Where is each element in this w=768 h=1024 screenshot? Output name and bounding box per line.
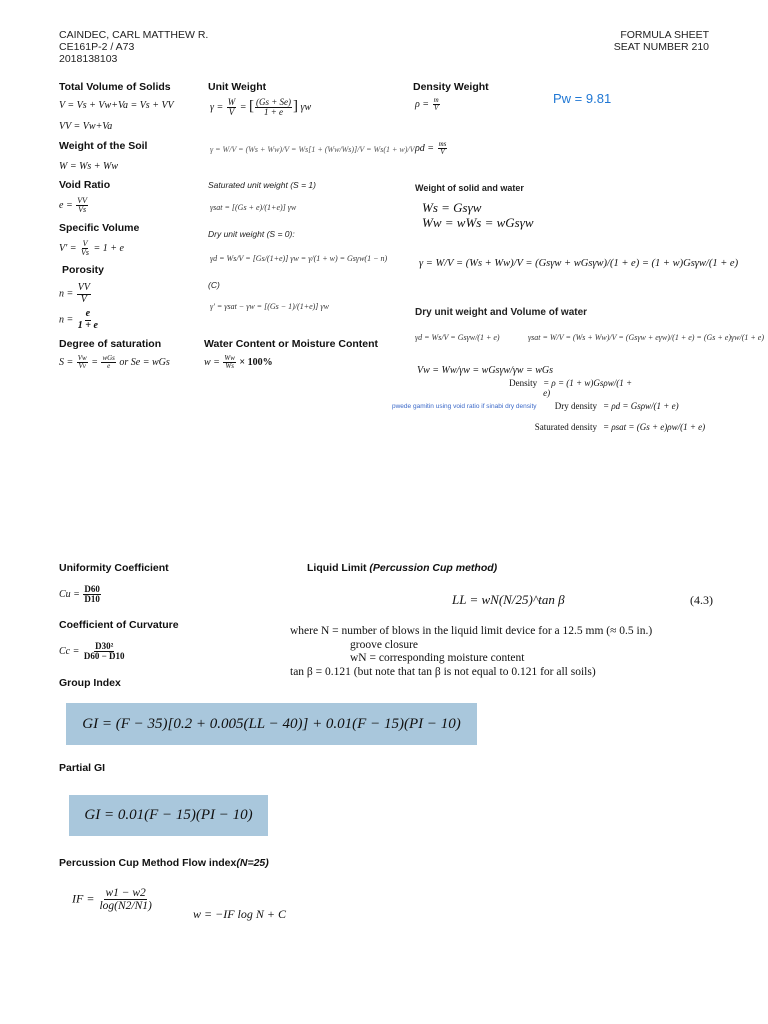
formula-total-volume: V = Vs + Vw+Va = Vs + VV — [59, 100, 174, 111]
formula-submerged-unit-weight: γ′ = γsat − γw = [(Gs − 1)/(1+e)] γw — [210, 302, 329, 311]
formula-porosity-2: n = $\frac{e}{1 + e}$ — [59, 308, 98, 331]
heading-flow-index: Percussion Cup Method Flow index(N=25) — [59, 857, 269, 869]
note-void-ratio: pwede gamitin using void ratio if sinabi dry density — [392, 403, 537, 410]
heading-unit-weight: Unit Weight — [208, 81, 267, 93]
formula-gamma-sat: γsat = W/V = (Ws + Ww)/V = (Gsγw + eγw)/(1 + e) = (Gs + e)γw/(1 + e) — [528, 333, 764, 342]
saturated-density-row: Saturated density = ρsat = (Gs + e)ρw/(1 + e) — [534, 422, 706, 432]
formula-cc: Cc = $\frac{\text{D30²}}{D60 - D10}$ — [59, 641, 125, 662]
equation-number: (4.3) — [690, 593, 713, 607]
formula-porosity-1: n = $\frac{VV}{V}$ — [59, 282, 90, 305]
heading-uniformity: Uniformity Coefficient — [59, 562, 169, 574]
heading-density-weight: Density Weight — [413, 81, 489, 93]
student-info — [59, 29, 208, 65]
formula-w-flow: w = −IF log N + C — [193, 907, 286, 921]
heading-partial-gi: Partial GI — [59, 762, 106, 774]
heading-liquid-limit: Liquid Limit (Percussion Cup method) — [307, 562, 498, 574]
formula-unit-weight-1: γ = $\frac{W}{V}$ = [ $\frac{(Gs + Se)}{1 + e}$ ] γw — [210, 97, 312, 118]
formula-unit-weight-2: γ = W/V = (Ws + Ww)/V = Ws[1 + (Ww/Ws)]/V = Ws(1 + w)/V — [210, 145, 415, 154]
dry-density-row: Dry density = ρd = Gsρw/(1 + e) — [554, 401, 679, 411]
formula-vw: Vw = Ww/γw = wGsγw/γw = wGs — [417, 365, 553, 376]
formula-weight: W = Ws + Ww — [59, 161, 119, 172]
formula-water-content: w = $\frac{Ww}{Ws}$ × 100% — [204, 354, 273, 371]
partial-gi-box — [69, 795, 268, 836]
formula-dry-unit-weight: γd = Ws/V = [Gs/(1+e)] γw = γ/(1 + w) = Gsγw(1 − n) — [210, 254, 388, 263]
heading-water-content: Water Content or Moisture Content — [204, 338, 379, 350]
density-row: Density = ρ = (1 + w)Gsρw/(1 + e) — [509, 378, 633, 398]
density-table — [509, 378, 633, 398]
formula-void-volume: VV = Vw+Va — [59, 121, 113, 132]
caption-dry-unit-weight-volume: Dry unit weight and Volume of water — [415, 307, 588, 318]
pw-value: Pw = 9.81 — [553, 91, 612, 106]
caption-saturated-unit-weight: Saturated unit weight (S = 1) — [208, 180, 316, 190]
formula-density: ρ = $\frac{m}{V}$ — [415, 96, 439, 113]
student-section: CE161P-2 / A73 — [59, 41, 135, 53]
formula-dry-density-mass: ρd = $\frac{ms}{V}$ — [415, 140, 447, 157]
caption-weight-solid-water: Weight of solid and water — [415, 183, 524, 193]
formula-saturation: S = $\frac{Vw}{Vv}$ = $\frac{\text{wGs}}{e}$ or Se = wGs — [59, 354, 170, 371]
seat-number: SEAT NUMBER 210 — [613, 41, 709, 53]
heading-curvature: Coefficient of Curvature — [59, 619, 179, 631]
formula-liquid-limit: LL = wN(N/25)^tan β — [452, 592, 565, 607]
caption-c: (C) — [208, 280, 220, 290]
formula-partial-gi: GI = 0.01(F − 15)(PI − 10) — [84, 807, 253, 823]
heading-total-volume: Total Volume of Solids — [59, 81, 171, 93]
formula-flow-index: IF = $\frac{w1 - w2}{\log(N2/N1)}$ — [72, 887, 152, 913]
heading-specific-volume: Specific Volume — [59, 222, 140, 234]
formula-saturated-unit-weight: γsat = [(Gs + e)/(1+e)] γw — [210, 203, 297, 212]
student-name: CAINDEC, CARL MATTHEW R. — [59, 29, 209, 41]
where-clause: where N = number of blows in the liquid limit device for a 12.5 mm (≈ 0.5 in.) groove closure wN = corresponding moisture content tan β = 0.121 (but note that tan β is not equal to 0.121 for all soils) — [290, 625, 653, 678]
formula-ww: Ww = wWs = wGsγw — [422, 215, 534, 230]
caption-dry-unit-weight: Dry unit weight (S = 0): — [208, 229, 295, 239]
formula-void-ratio: e = $\frac{VV}{Vs}$ — [59, 196, 87, 215]
sheet-title: FORMULA SHEET — [620, 29, 709, 41]
formula-group-index: GI = (F − 35)[0.2 + 0.005(LL − 40)] + 0.01(F − 15)(PI − 10) — [82, 715, 461, 732]
heading-group-index: Group Index — [59, 677, 121, 689]
group-index-box — [66, 703, 477, 745]
heading-void-ratio: Void Ratio — [59, 179, 111, 191]
formula-gamma-expanded: γ = W/V = (Ws + Ww)/V = (Gsγw + wGsγw)/(1 + e) = (1 + w)Gsγw/(1 + e) — [419, 258, 739, 269]
formula-ws: Ws = Gsγw — [422, 200, 482, 215]
formula-specific-volume: V′ = $\frac{V}{Vs}$ = 1 + e — [59, 239, 124, 258]
heading-saturation: Degree of saturation — [59, 338, 162, 350]
formula-gamma-d: γd = Ws/V = Gsγw/(1 + e) — [415, 333, 500, 342]
sheet-info — [614, 29, 709, 53]
student-id: 2018138103 — [59, 53, 118, 65]
formula-cu: Cu = $\frac{D60}{D10}$ — [59, 584, 100, 605]
heading-porosity: Porosity — [62, 264, 105, 276]
heading-weight-soil: Weight of the Soil — [59, 140, 148, 152]
